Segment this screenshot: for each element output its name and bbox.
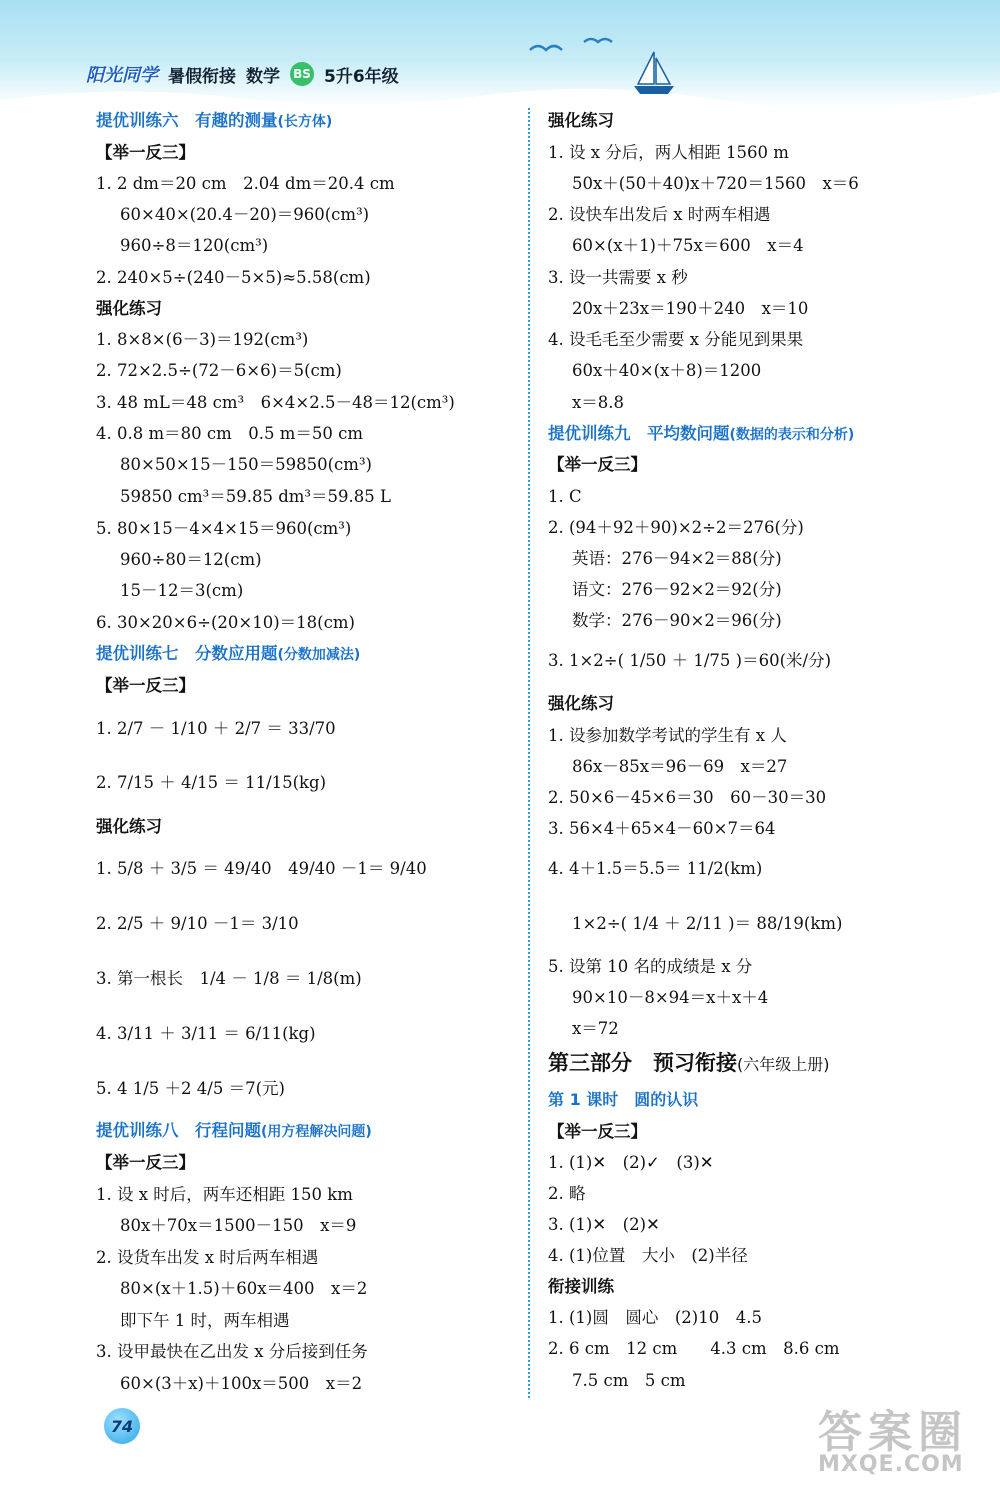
answer-line-text: 即下午 1 时，两车相遇	[120, 1311, 290, 1330]
answer-line	[96, 612, 355, 634]
answer-line	[96, 1184, 353, 1206]
answer-line-text: 语文：276－92×2＝92(分)	[572, 580, 782, 599]
answer-line-text: 4. 4＋1.5＝5.5＝ 11/2(km)	[548, 859, 763, 878]
answer-line-text: 3. 1×2÷( 1/50 ＋ 1/75 )＝60(米/分)	[548, 651, 832, 670]
answer-line-text: 2. 略	[548, 1184, 586, 1203]
answer-line	[96, 1341, 368, 1363]
section-heading-text: 提优训练九 平均数问题	[548, 424, 730, 443]
answer-line-text: 2. 设快车出发后 x 时两车相遇	[548, 205, 771, 224]
answer-line	[572, 579, 782, 601]
answer-line	[572, 360, 761, 382]
answer-line-text: 80×(x＋1.5)＋60x＝400 x＝2	[120, 1279, 368, 1298]
subsection-heading	[96, 298, 162, 320]
subsection-heading	[548, 110, 614, 132]
answer-line-text: 960÷8＝120(cm³)	[120, 236, 269, 255]
answer-line-text: 1. 设参加数学考试的学生有 x 人	[548, 726, 787, 745]
page-header	[0, 0, 1000, 108]
subsection-heading	[96, 1152, 195, 1174]
subsection-heading-text: 强化练习	[548, 694, 614, 713]
answer-line	[96, 718, 336, 740]
section-heading-subtitle: (长方体)	[277, 114, 333, 130]
answer-line-text: 7.5 cm 5 cm	[572, 1371, 686, 1390]
edition-badge: BS	[290, 62, 314, 86]
subsection-heading	[548, 1121, 647, 1143]
answer-line	[96, 968, 362, 990]
answer-line	[120, 1310, 290, 1332]
answer-line-text: 6. 30×20×6÷(20×10)＝18(cm)	[96, 613, 355, 632]
answer-line-text: 数学：276－90×2＝96(分)	[572, 611, 782, 630]
section-heading-subtitle: (分数加减法)	[277, 647, 361, 663]
answer-line-text: 1. 2 dm＝20 cm 2.04 dm＝20.4 cm	[96, 174, 395, 193]
answer-line-text: 3. 第一根长 1/4 － 1/8 ＝ 1/8(m)	[96, 969, 362, 988]
answer-line	[572, 1018, 619, 1040]
answer-line	[572, 610, 782, 632]
answer-line-text: 86x－85x＝96－69 x＝27	[572, 757, 788, 776]
subsection-heading	[548, 454, 647, 476]
answer-line	[548, 725, 787, 747]
answer-line	[96, 423, 363, 445]
answer-line	[120, 1373, 362, 1395]
answer-line-text: 80×50×15－150＝59850(cm³)	[120, 455, 372, 474]
answer-line-text: 2. 240×5÷(240－5×5)≈5.58(cm)	[96, 268, 371, 287]
answer-line	[96, 173, 395, 195]
answer-line-text: 1. 5/8 ＋ 3/5 ＝ 49/40 49/40 －1＝ 9/40	[96, 859, 427, 878]
answer-line	[548, 858, 762, 880]
answer-line-text: 60×(3＋x)＋100x＝500 x＝2	[120, 1374, 363, 1393]
answer-line-text: 1. (1)✕ (2)✓ (3)✕	[548, 1153, 714, 1172]
section-heading-text: 提优训练六 有趣的测量	[96, 111, 278, 130]
lesson-heading-text: 第 1 课时 圆的认识	[548, 1090, 699, 1109]
section-heading	[96, 643, 360, 666]
answer-line	[572, 913, 842, 935]
subsection-heading-text: 强化练习	[548, 111, 614, 130]
subsection-heading	[548, 693, 614, 715]
answer-line	[548, 956, 752, 978]
answer-line	[548, 1245, 748, 1267]
answer-line-text: x＝8.8	[572, 393, 625, 412]
answer-line	[548, 267, 688, 289]
answer-line-text: 59850 cm³＝59.85 dm³＝59.85 L	[120, 487, 391, 506]
answer-line-text: 3. 设甲最快在乙出发 x 分后接到任务	[96, 1342, 368, 1361]
answer-line	[120, 235, 268, 257]
subject-label: 数学	[246, 66, 280, 87]
subsection-heading-text: 强化练习	[96, 817, 162, 836]
series-title: 暑假衔接	[168, 66, 236, 87]
subsection-heading-text: 【举一反三】	[96, 676, 195, 695]
answer-line	[548, 1214, 660, 1236]
section-heading-subtitle: (用方程解决问题)	[261, 1124, 372, 1140]
answer-line	[548, 1307, 762, 1329]
subsection-heading-text: 强化练习	[96, 299, 162, 318]
answer-line-text: 4. 0.8 m＝80 cm 0.5 m＝50 cm	[96, 424, 364, 443]
answer-line-text: 3. 48 mL＝48 cm³ 6×4×2.5－48＝12(cm³)	[96, 393, 455, 412]
answer-line	[572, 756, 787, 778]
answer-line	[548, 486, 582, 508]
part-heading-text: 第三部分 预习衔接	[548, 1051, 737, 1075]
subsection-heading	[96, 675, 195, 697]
answer-line-text: 2. (94＋92＋90)×2÷2＝276(分)	[548, 518, 804, 537]
answer-line	[120, 204, 369, 226]
answer-line	[548, 204, 770, 226]
answer-line	[572, 1370, 686, 1392]
answer-line-text: 4. 3/11 ＋ 3/11 ＝ 6/11(kg)	[96, 1024, 316, 1043]
answer-line-text: 80x＋70x＝1500－150 x＝9	[120, 1216, 357, 1235]
section-heading	[548, 423, 854, 446]
answer-line	[548, 650, 831, 672]
answer-line-text: 1. 设 x 时后，两车还相距 150 km	[96, 1185, 353, 1204]
answer-line-text: 60x＋40×(x＋8)＝1200	[572, 361, 762, 380]
watermark-logo: 答案圈	[818, 1407, 968, 1458]
section-heading-subtitle: (数据的表示和分析)	[729, 427, 855, 443]
answer-line-text: 1. (1)圆 圆心 (2)10 4.5	[548, 1308, 762, 1327]
answer-line	[548, 787, 826, 809]
answer-line	[96, 329, 308, 351]
seagull-icon	[528, 34, 618, 60]
answer-line	[572, 392, 624, 414]
answer-line-text: 60×(x＋1)＋75x＝600 x＝4	[572, 236, 804, 255]
answer-line-text: 1. C	[548, 487, 582, 506]
answer-line-text: 3. (1)✕ (2)✕	[548, 1215, 660, 1234]
answer-line	[572, 298, 808, 320]
answer-line-text: 90×10－8×94＝x＋x＋4	[572, 988, 769, 1007]
answer-line-text: 2. 7/15 ＋ 4/15 ＝ 11/15(kg)	[96, 773, 327, 792]
answer-line-text: 50x＋(50＋40)x＋720＝1560 x＝6	[572, 174, 859, 193]
answer-line-text: 5. 80×15－4×4×15＝960(cm³)	[96, 519, 352, 538]
section-heading-text: 提优训练八 行程问题	[96, 1121, 261, 1140]
answer-line-text: 2. 设货车出发 x 时后两车相遇	[96, 1248, 319, 1267]
answer-line-text: 英语：276－94×2＝88(分)	[572, 549, 782, 568]
lesson-heading	[548, 1089, 698, 1111]
answer-line-text: 2. 2/5 ＋ 9/10 －1＝ 3/10	[96, 914, 299, 933]
answer-line	[96, 913, 299, 935]
answer-line	[572, 548, 782, 570]
answer-line	[96, 392, 455, 414]
section-heading	[96, 110, 332, 133]
answer-line	[120, 454, 372, 476]
section-heading-text: 提优训练七 分数应用题	[96, 644, 278, 663]
answer-line-text: 4. (1)位置 大小 (2)半径	[548, 1246, 748, 1265]
answer-line-text: 3. 56×4＋65×4－60×7＝64	[548, 819, 776, 838]
subsection-heading-text: 【举一反三】	[96, 1153, 195, 1172]
sailboat-icon	[632, 50, 676, 96]
answer-line	[96, 772, 326, 794]
answer-line-text: 15－12＝3(cm)	[120, 581, 244, 600]
answer-line	[96, 858, 427, 880]
answer-line-text: 5. 设第 10 名的成绩是 x 分	[548, 957, 753, 976]
answer-line-text: 3. 设一共需要 x 秒	[548, 268, 688, 287]
answer-line-text: 1. 8×8×(6－3)＝192(cm³)	[96, 330, 309, 349]
column-divider	[528, 108, 530, 1398]
answer-line	[572, 235, 804, 257]
answer-line-text: 20x＋23x＝190＋240 x＝10	[572, 299, 809, 318]
part-heading	[548, 1052, 830, 1076]
subsection-heading-text: 【举一反三】	[548, 1122, 647, 1141]
answer-line	[96, 1078, 285, 1100]
answer-line	[548, 1152, 714, 1174]
subsection-heading-text: 【举一反三】	[96, 143, 195, 162]
header-bar	[86, 58, 399, 90]
brand-logo: 阳光同学	[86, 65, 158, 86]
answer-line-text: 4. 设毛毛至少需要 x 分能见到果果	[548, 330, 804, 349]
answer-line	[96, 267, 371, 289]
page-number: 74	[104, 1408, 140, 1444]
answer-line	[572, 987, 768, 1009]
answer-line	[120, 486, 391, 508]
answer-line	[548, 142, 789, 164]
answer-line	[572, 173, 859, 195]
answer-line-text: 1×2÷( 1/4 ＋ 2/11 )＝ 88/19(km)	[572, 914, 843, 933]
answer-line	[120, 549, 262, 571]
answer-line	[120, 580, 243, 602]
answer-line	[548, 818, 775, 840]
subsection-heading	[96, 142, 195, 164]
answer-line-text: 960÷80＝12(cm)	[120, 550, 262, 569]
grade-label: 5升6年级	[324, 66, 399, 87]
answer-line	[548, 1183, 586, 1205]
answer-line	[120, 1215, 356, 1237]
answer-line-text: 1. 设 x 分后，两人相距 1560 m	[548, 143, 789, 162]
answer-line-text: 5. 4 1/5 ＋2 4/5 ＝7(元)	[96, 1079, 285, 1098]
subsection-heading-text: 【举一反三】	[548, 455, 647, 474]
subsection-heading-text: 衔接训练	[548, 1277, 614, 1296]
answer-line	[548, 1338, 840, 1360]
answer-line	[548, 517, 804, 539]
answer-line-text: 2. 50×6－45×6＝30 60－30＝30	[548, 788, 827, 807]
answer-line	[96, 1023, 316, 1045]
answer-line-text: 2. 72×2.5÷(72－6×6)＝5(cm)	[96, 361, 342, 380]
answer-line	[96, 1247, 318, 1269]
answer-line	[548, 329, 803, 351]
section-heading	[96, 1120, 372, 1143]
answer-line	[96, 518, 351, 540]
answer-line-text: 1. 2/7 － 1/10 ＋ 2/7 ＝ 33/70	[96, 719, 336, 738]
watermark	[818, 1396, 968, 1477]
watermark-site: MXQE.COM	[818, 1452, 964, 1477]
answer-line	[120, 1278, 367, 1300]
answer-line-text: 2. 6 cm 12 cm 4.3 cm 8.6 cm	[548, 1339, 840, 1358]
answer-line-text: x＝72	[572, 1019, 619, 1038]
subsection-heading	[548, 1276, 614, 1298]
part-heading-subtitle: (六年级上册)	[737, 1055, 830, 1074]
answer-line	[96, 360, 342, 382]
subsection-heading	[96, 816, 162, 838]
answer-line-text: 60×40×(20.4－20)＝960(cm³)	[120, 205, 370, 224]
